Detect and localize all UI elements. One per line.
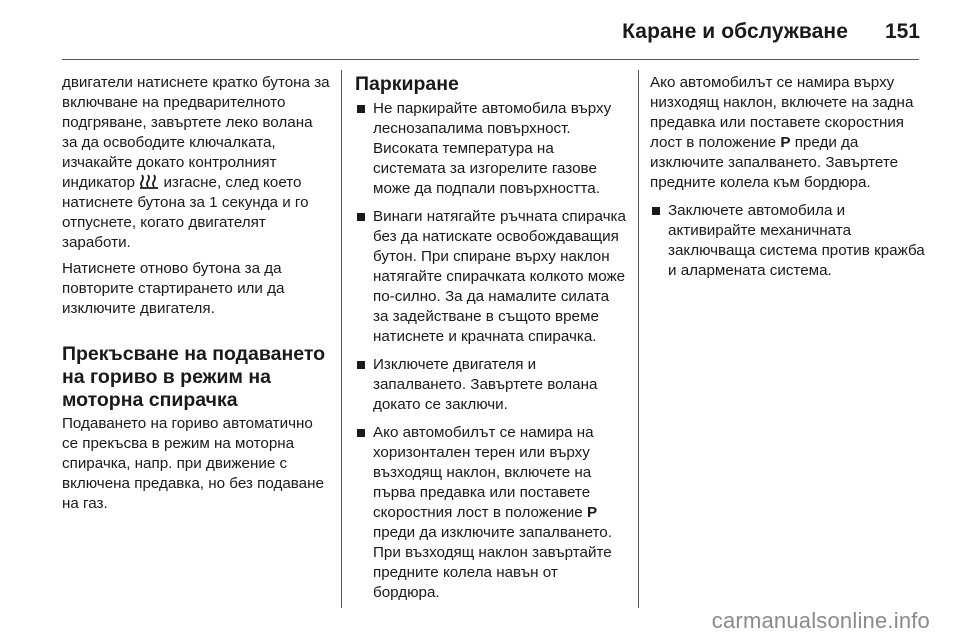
bullet-square-icon <box>357 105 365 113</box>
bullet-square-icon <box>357 361 365 369</box>
list-item-text: Винаги натягайте ръчната спирачка без да натискате освобождаващия бутон. При спиране върху наклон натягайте спирачката колкото може по-силно. За да намалите силата за задействане в същото време натиснете и крачната спирачка. <box>373 208 626 345</box>
paragraph-glow-plug <box>62 73 330 253</box>
section-heading-fuel-cutoff: Прекъсване на подаването на гориво в режим на моторна спирачка <box>62 343 326 411</box>
gear-position-p: P <box>780 134 791 151</box>
column-divider-right <box>638 70 639 608</box>
text-part: преди да изключите запалването. Завъртете предните колела към бордюра. <box>650 134 899 191</box>
column-1 <box>62 73 330 514</box>
paragraph-restart: Натиснете отново бутона за да повторите стартирането или да изключите двигателя. <box>62 260 285 317</box>
bullet-square-icon <box>357 429 365 437</box>
paragraph-fuel-cutoff: Подаването на гориво автоматично се прекъсва в режим на моторна спирачка, напр. при движение с включена предавка, но без подаване на газ. <box>62 415 324 512</box>
bullet-square-icon <box>357 213 365 221</box>
watermark: carmanualsonline.info <box>711 608 930 633</box>
paragraph-downhill <box>650 73 925 193</box>
list-item-text: Не паркирайте автомобила върху леснозапалима повърхност. Високата температура на системата за изгорелите газове може да подпали повърхността. <box>373 100 612 197</box>
page-number: 151 <box>884 20 920 43</box>
list-item-text: Заключете автомобила и активирайте механичната заключваща система против кражба и алармената система. <box>668 202 925 279</box>
column-divider-left <box>341 70 342 608</box>
bullet-square-icon <box>652 207 660 215</box>
list-item <box>355 207 627 347</box>
header-divider <box>62 59 919 60</box>
list-item <box>650 201 925 281</box>
paragraph-text: двигатели натиснете кратко бутона за включване на предварителното подгряване, завъртете леко волана за да освободите ключалката, изчакайте докато контролният индикатор <box>62 74 330 191</box>
text-part: Ако автомобилът се намира на хоризонтален терен или върху възходящ наклон, включете на първа предавка или поставете скоростния лост в положение <box>373 424 594 521</box>
glow-plug-indicator-icon <box>139 174 159 190</box>
text-part: преди да изключите запалването. При възходящ наклон завъртайте предните колела навън от бордюра. <box>373 524 612 601</box>
page-header-title: Каране и обслужване <box>622 20 848 43</box>
column-2 <box>355 73 627 611</box>
paragraph-text: изгасне, след което натиснете бутона за 1 секунда и го отпуснете, когато двигателят заработи. <box>62 174 309 251</box>
list-item-text <box>373 424 612 601</box>
section-heading-parking: Паркиране <box>355 73 459 95</box>
gear-position-p: P <box>586 504 598 521</box>
column-3 <box>650 73 925 289</box>
list-item <box>355 99 627 199</box>
list-item <box>355 355 627 415</box>
list-item <box>355 423 627 603</box>
list-item-text: Изключете двигателя и запалването. Завъртете волана докато се заключи. <box>373 356 598 413</box>
text-part: Ако автомобилът се намира върху низходящ наклон, включете на задна предавка или поставете скоростния лост в положение <box>650 74 914 151</box>
